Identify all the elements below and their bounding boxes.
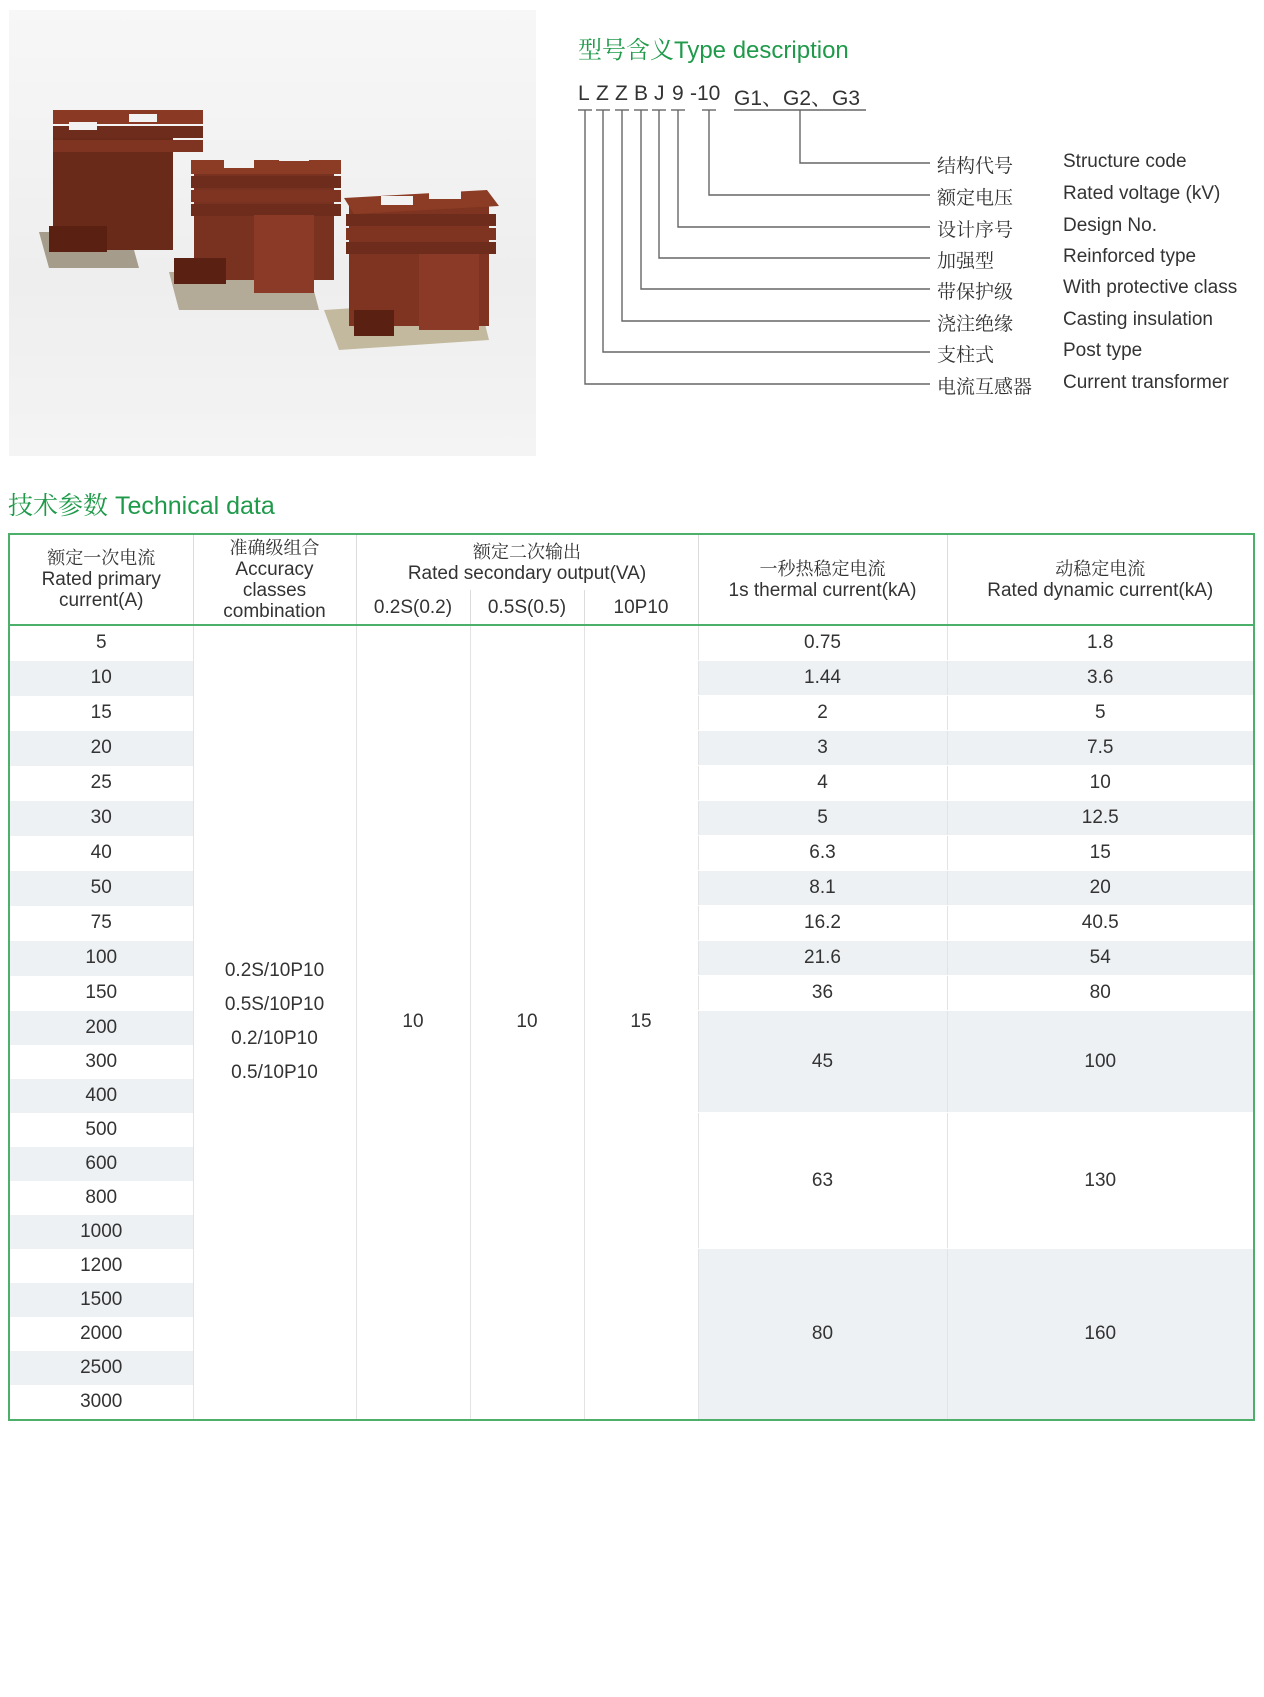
primary-cell: 600 xyxy=(9,1147,193,1181)
code-letter-l: L xyxy=(578,82,590,105)
header-accuracy-en3: combination xyxy=(223,600,326,622)
header-primary-cn: 额定一次电流 xyxy=(47,548,156,569)
desc-cn-post-type: 支柱式 xyxy=(937,344,995,366)
thermal-cell: 3 xyxy=(698,731,947,766)
header-sub-02s: 0.2S(0.2) xyxy=(356,590,470,625)
desc-cn-reinforced: 加强型 xyxy=(937,250,995,272)
primary-cell: 2500 xyxy=(9,1351,193,1385)
thermal-cell: 0.75 xyxy=(698,625,947,661)
code-letter-z2: Z xyxy=(615,82,628,105)
dynamic-cell: 80 xyxy=(947,976,1254,1011)
desc-en-design-no: Design No. xyxy=(1063,215,1157,236)
thermal-cell: 80 xyxy=(698,1249,947,1420)
primary-cell: 150 xyxy=(85,982,118,1003)
primary-cell: 300 xyxy=(85,1050,118,1072)
primary-cell: 200 xyxy=(9,1011,193,1045)
code-letter-j: J xyxy=(654,82,665,105)
primary-cell: 800 xyxy=(85,1186,118,1208)
desc-en-casting: Casting insulation xyxy=(1063,309,1213,330)
code-voltage: -10 xyxy=(690,82,721,105)
secondary-02s-cell: 10 xyxy=(356,625,470,1420)
header-dynamic-en: Rated dynamic current(kA) xyxy=(987,579,1214,601)
code-digit-9: 9 xyxy=(672,82,684,105)
thermal-cell: 6.3 xyxy=(698,836,947,871)
thermal-cell: 16.2 xyxy=(698,906,947,941)
desc-en-protective: With protective class xyxy=(1063,277,1238,298)
dynamic-cell: 20 xyxy=(947,871,1254,906)
desc-cn-current-transformer: 电流互感器 xyxy=(937,376,1033,398)
dynamic-cell: 40.5 xyxy=(947,906,1254,941)
header-accuracy-en2: classes xyxy=(242,579,307,601)
primary-cell: 1500 xyxy=(9,1283,193,1317)
header-thermal-en: 1s thermal current(kA) xyxy=(728,579,917,601)
dynamic-cell: 160 xyxy=(947,1249,1254,1420)
thermal-cell: 36 xyxy=(698,976,947,1011)
code-letter-b: B xyxy=(634,82,649,105)
primary-cell: 5 xyxy=(95,632,107,654)
header-dynamic-current xyxy=(947,534,1254,625)
dynamic-cell: 5 xyxy=(947,696,1254,731)
header-primary-en1: Rated primary xyxy=(41,569,161,590)
accuracy-cell xyxy=(193,625,356,1420)
dynamic-cell: 7.5 xyxy=(947,731,1254,766)
thermal-cell: 4 xyxy=(698,766,947,801)
thermal-cell: 45 xyxy=(698,1011,947,1113)
thermal-cell: 21.6 xyxy=(698,941,947,976)
accuracy-value: 0.5S/10P10 xyxy=(224,994,325,1016)
thermal-cell: 8.1 xyxy=(698,871,947,906)
header-dynamic-cn: 动稳定电流 xyxy=(1055,558,1146,580)
primary-cell: 500 xyxy=(85,1118,118,1140)
code-letter-z1: Z xyxy=(596,82,609,105)
primary-cell: 3000 xyxy=(80,1390,123,1412)
header-secondary-en: Rated secondary output(VA) xyxy=(407,562,647,584)
desc-cn-protective: 带保护级 xyxy=(937,281,1014,303)
desc-cn-casting: 浇注绝缘 xyxy=(937,313,1014,335)
header-accuracy xyxy=(193,534,356,625)
primary-cell: 2000 xyxy=(80,1322,123,1344)
thermal-cell: 5 xyxy=(698,801,947,836)
header-thermal-current xyxy=(698,534,947,625)
primary-cell: 400 xyxy=(9,1079,193,1113)
primary-cell: 1200 xyxy=(80,1254,123,1276)
primary-cell: 75 xyxy=(90,912,112,933)
header-thermal-cn: 一秒热稳定电流 xyxy=(759,558,886,580)
dynamic-cell: 100 xyxy=(947,1011,1254,1113)
primary-cell: 20 xyxy=(9,731,193,766)
type-description-title: 型号含义Type description xyxy=(578,37,849,64)
dynamic-cell: 3.6 xyxy=(947,661,1254,696)
primary-cell: 10 xyxy=(9,661,193,696)
primary-cell: 1000 xyxy=(9,1215,193,1249)
primary-cell: 100 xyxy=(9,941,193,976)
desc-en-rated-voltage: Rated voltage (kV) xyxy=(1063,183,1221,204)
secondary-10p10-cell: 15 xyxy=(584,625,698,1420)
dynamic-cell: 12.5 xyxy=(947,801,1254,836)
desc-cn-structure-code: 结构代号 xyxy=(937,155,1014,177)
accuracy-value: 0.5/10P10 xyxy=(231,1062,318,1084)
header-secondary-cn: 额定二次输出 xyxy=(473,541,581,563)
thermal-cell: 2 xyxy=(698,696,947,731)
dynamic-cell: 15 xyxy=(947,836,1254,871)
header-primary-en2: current(A) xyxy=(59,590,144,611)
thermal-cell: 1.44 xyxy=(698,661,947,696)
secondary-05s-cell: 10 xyxy=(470,625,584,1420)
primary-cell: 30 xyxy=(9,801,193,836)
dynamic-cell: 54 xyxy=(947,941,1254,976)
header-secondary-output xyxy=(356,534,698,590)
desc-en-post-type: Post type xyxy=(1063,340,1143,361)
header-accuracy-en1: Accuracy xyxy=(235,558,314,580)
header-sub-05s: 0.5S(0.5) xyxy=(470,590,584,625)
desc-en-structure-code: Structure code xyxy=(1063,151,1187,172)
primary-cell: 25 xyxy=(90,772,112,793)
primary-cell: 40 xyxy=(90,842,112,863)
dynamic-cell: 130 xyxy=(947,1113,1254,1249)
dynamic-cell: 1.8 xyxy=(947,625,1254,661)
header-accuracy-cn: 准确级组合 xyxy=(229,537,320,559)
desc-cn-rated-voltage: 额定电压 xyxy=(937,187,1014,209)
technical-data-table xyxy=(8,533,1255,1421)
technical-data-title: 技术参数 Technical data xyxy=(8,492,275,520)
header-primary-current xyxy=(9,534,193,625)
primary-cell: 50 xyxy=(9,871,193,906)
thermal-cell: 63 xyxy=(698,1113,947,1249)
desc-cn-design-no: 设计序号 xyxy=(937,219,1014,241)
code-structure: G1、G2、G3 xyxy=(734,87,861,110)
header-sub-10p10: 10P10 xyxy=(584,590,698,625)
accuracy-value: 0.2/10P10 xyxy=(231,1028,318,1050)
desc-en-current-transformer: Current transformer xyxy=(1063,372,1229,393)
primary-cell: 15 xyxy=(90,702,112,723)
dynamic-cell: 10 xyxy=(947,766,1254,801)
desc-en-reinforced: Reinforced type xyxy=(1063,246,1197,267)
accuracy-value: 0.2S/10P10 xyxy=(224,960,325,982)
